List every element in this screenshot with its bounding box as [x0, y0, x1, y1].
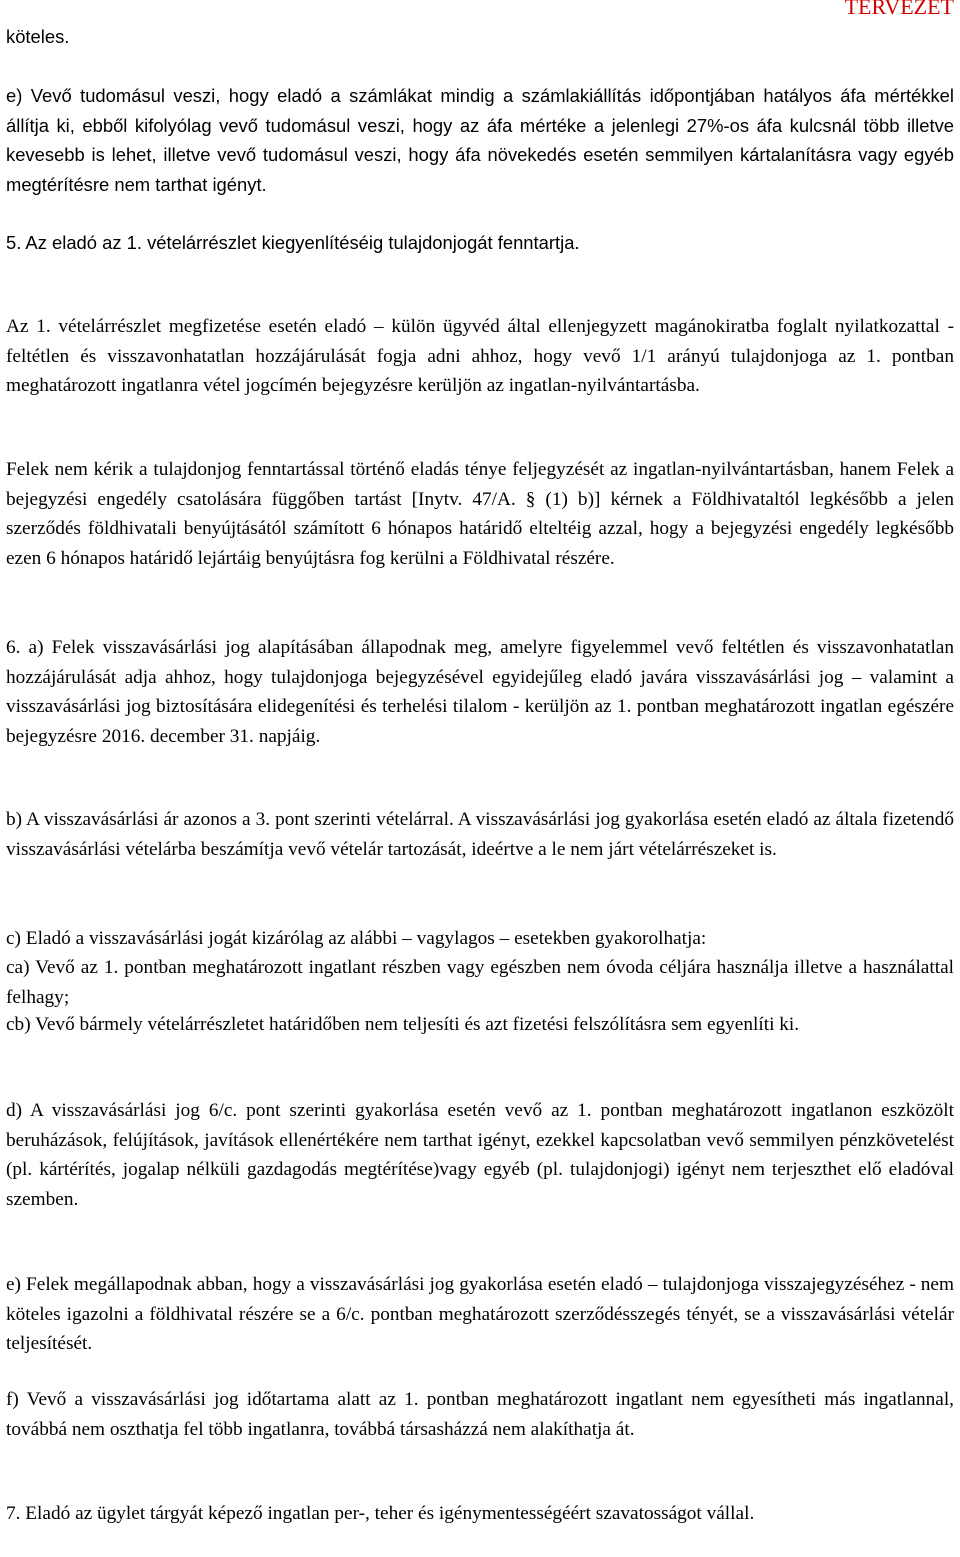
paragraph-5-first-installment: Az 1. vételárrészlet megfizetése esetén eladó – külön ügyvéd által ellenjegyzett magánokiratba foglalt nyilatkozattal - feltétlen és visszavonhatatlan hozzájárulását fogja adni ahhoz, hogy vevő 1/1 arányú tulajdonjoga az 1. pontban meghatározott ingatlanra vétel jogcímén bejegyzésre kerüljön az ingatlan-nyilvántartásba. — [6, 316, 954, 397]
draft-watermark: TERVEZET — [844, 0, 954, 19]
paragraph-6c: c) Eladó a visszavásárlási jogát kizárólag az alábbi – vagylagos – esetekben gyakorolhatja: — [6, 928, 707, 949]
paragraph-5-retention: Felek nem kérik a tulajdonjog fenntartással történő eladás ténye feljegyzését az ingatlan-nyilvántartásban, hanem Felek a bejegyzési engedély csatolására függőben tartást [Inytv. 47/A. § (1) b)] kérnek a Földhivataltól legkésőbb a jelen szerződés földhivatali benyújtásától számított 6 hónapos határidő elteltéig azzal, hogy a bejegyzési engedély legkésőbb ezen 6 hónapos határidő lejártáig benyújtásra fog kerülni a Földhivatal részére. — [6, 459, 954, 569]
paragraph-6d: d) A visszavásárlási jog 6/c. pont szerinti gyakorlása esetén vevő az 1. pontban meghatározott ingatlanon eszközölt beruházások, felújítások, javítások ellenértékére nem tarthat igényt, ezekkel kapcsolatban vevő semmilyen pénzkövetelést (pl. kártérítés, jogalap nélküli gazdagodás megtérítése)vagy egyéb (pl. tulajdonjogi) igényt nem terjeszthet elő eladóval szemben. — [6, 1100, 954, 1210]
paragraph-7: 7. Eladó az ügylet tárgyát képező ingatlan per-, teher és igénymentességéért szavatosságot vállal. — [6, 1503, 755, 1524]
paragraph-6cb: cb) Vevő bármely vételárrészletet határidőben nem teljesíti és azt fizetési felszólításra sem egyenlíti ki. — [6, 1014, 800, 1035]
paragraph-6b: b) A visszavásárlási ár azonos a 3. pont szerinti vételárral. A visszavásárlási jog gyakorlása esetén eladó az általa fizetendő visszavásárlási vételárba beszámítja vevő vételár tartozását, ideértve a le nem járt vételárrészeket is. — [6, 809, 954, 860]
paragraph-6e: e) Felek megállapodnak abban, hogy a visszavásárlási jog gyakorlása esetén eladó – tulajdonjoga visszajegyzéséhez - nem köteles igazolni a földhivatal részére se a 6/c. pontban meghatározott szerződésszegés tényét, se a visszavásárlási vételár teljesítését. — [6, 1274, 954, 1355]
paragraph-5-heading: 5. Az eladó az 1. vételárrészlet kiegyenlítéséig tulajdonjogát fenntartja. — [6, 232, 580, 253]
paragraph-6f: f) Vevő a visszavásárlási jog időtartama alatt az 1. pontban meghatározott ingatlant nem egyesítheti más ingatlannal, továbbá nem oszthatja fel több ingatlanra, továbbá társasházzá nem alakíthatja át. — [6, 1389, 954, 1440]
paragraph-koteles: köteles. — [6, 26, 70, 47]
paragraph-6ca: ca) Vevő az 1. pontban meghatározott ingatlant részben vagy egészben nem óvoda céljára használja illetve a használattal felhagy; — [6, 957, 954, 1008]
paragraph-4e: e) Vevő tudomásul veszi, hogy eladó a számlákat mindig a számlakiállítás időpontjában hatályos áfa mértékkel állítja ki, ebből kifolyólag vevő tudomásul veszi, hogy az áfa mértéke a jelenlegi 27%-os áfa kulcsnál több illetve kevesebb is lehet, illetve vevő tudomásul veszi, hogy áfa növekedés esetén semmilyen kártalanításra vagy egyéb megtérítésre nem tarthat igényt. — [6, 85, 954, 195]
paragraph-6a: 6. a) Felek visszavásárlási jog alapításában állapodnak meg, amelyre figyelemmel vevő feltétlen és visszavonhatatlan hozzájárulását adja ahhoz, hogy tulajdonjoga bejegyzésével egyidejűleg eladó javára visszavásárlási jog – valamint a visszavásárlási jog biztosítására elidegenítési és terhelési tilalom - kerüljön az 1. pontban meghatározott ingatlan egészére bejegyzésre 2016. december 31. napjáig. — [6, 637, 954, 747]
